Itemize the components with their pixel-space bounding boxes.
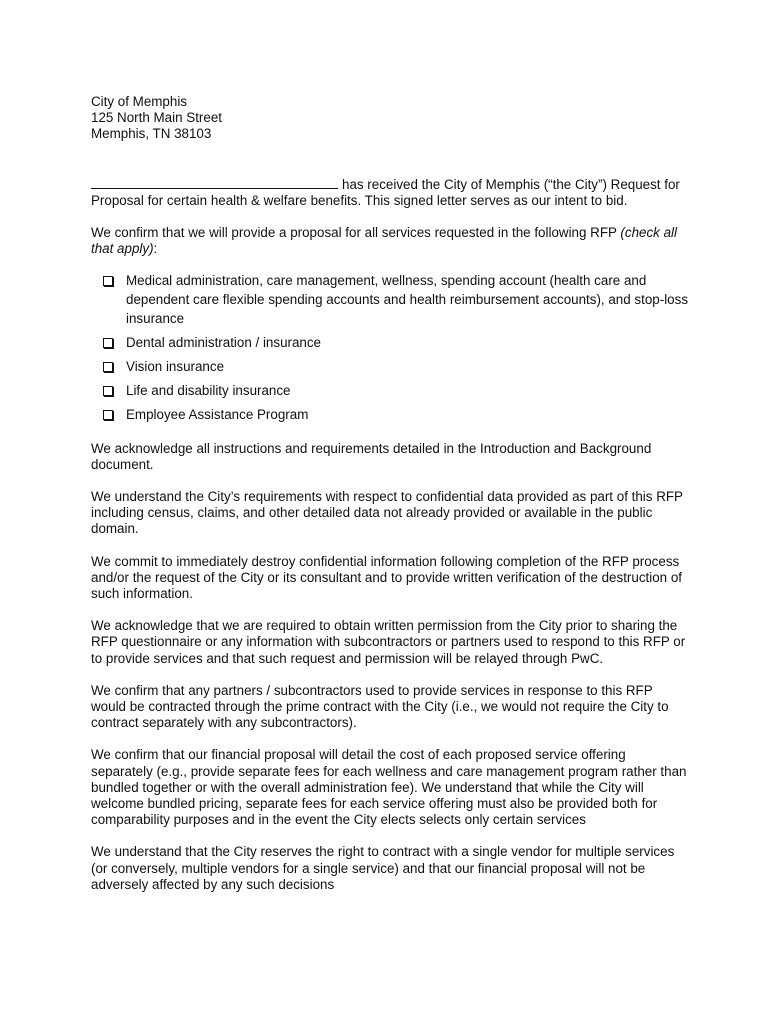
address-line-2: 125 North Main Street — [91, 110, 222, 126]
paragraph-subcontractors: We confirm that any partners / subcontractors used to provide services in response to this RFP would be contracted through the prime contract with the City (i.e., we would not require the City to contract separately with any subcontractors). — [91, 682, 669, 731]
option-label-dental: Dental administration / insurance — [126, 335, 322, 351]
paragraph-confidential-data: We understand the City’s requirements with respect to confidential data provided as part of this RFP including census, claims, and other detailed data not already provided or available in the public domain. — [91, 489, 683, 537]
confirm-italic-note: (check all that apply) — [91, 225, 677, 257]
checkbox-medical[interactable] — [103, 276, 113, 286]
company-name-blank[interactable] — [91, 175, 338, 189]
paragraph-written-permission: We acknowledge that we are required to obtain written permission from the City prior to sharing the RFP questionnaire or any information with subcontractors or partners used to respond to this RFP or to provide services and that such request and permission will be relayed through PwC. — [91, 618, 686, 666]
paragraph-destroy-information: We commit to immediately destroy confidential information following completion of the RFP process and/or the request of the City or its consultant and to provide written verification of the destruction of such information. — [91, 553, 682, 602]
address-line-3: Memphis, TN 38103 — [91, 126, 212, 142]
option-label-eap: Employee Assistance Program — [126, 406, 309, 422]
paragraph-acknowledge-instructions: We acknowledge all instructions and requirements detailed in the Introduction and Background document. — [91, 440, 652, 472]
confirm-text: We confirm that we will provide a proposal for all services requested in the following RFP — [91, 225, 621, 241]
confirm-suffix: : — [153, 241, 158, 257]
service-option-dental — [103, 333, 691, 352]
checkbox-eap[interactable] — [103, 410, 113, 420]
address-line-1: City of Memphis — [91, 94, 187, 109]
service-options-list — [91, 271, 691, 423]
paragraph-vendor-rights: We understand that the City reserves the right to contract with a single vendor for multiple services (or conversely, multiple vendors for a single service) and that our financial proposal will not be adversely affected by any such decisions — [91, 844, 675, 892]
checkbox-life-disability[interactable] — [103, 386, 113, 396]
service-option-vision — [103, 357, 691, 376]
option-label-life-disability: Life and disability insurance — [126, 382, 291, 398]
checkbox-dental[interactable] — [103, 338, 113, 348]
recipient-address — [91, 94, 691, 143]
service-option-medical — [103, 271, 691, 328]
intro-text: has received the City of Memphis (“the City”) Request for Proposal for certain health & welfare benefits. This signed letter serves as our intent to bid. — [91, 176, 680, 208]
checkbox-vision[interactable] — [103, 362, 113, 372]
confirm-paragraph — [91, 225, 691, 257]
letter-body — [91, 94, 691, 893]
option-label-medical: Medical administration, care management, wellness, spending account (health care and dependent care flexible spending accounts and health reimbursement accounts), and stop-loss insurance — [126, 273, 689, 327]
service-option-eap — [103, 405, 691, 424]
option-label-vision: Vision insurance — [126, 359, 225, 375]
service-option-life-disability — [103, 381, 691, 400]
paragraph-financial-proposal: We confirm that our financial proposal will detail the cost of each proposed service offering separately (e.g., provide separate fees for each wellness and care management program rather than bundled together or with the overall administration fee). We understand that while the City will welcome bundled pricing, separate fees for each service offering must also be provided both for comparability purposes and in the event the City elects selects only certain services — [91, 747, 687, 828]
intro-paragraph — [91, 175, 691, 209]
